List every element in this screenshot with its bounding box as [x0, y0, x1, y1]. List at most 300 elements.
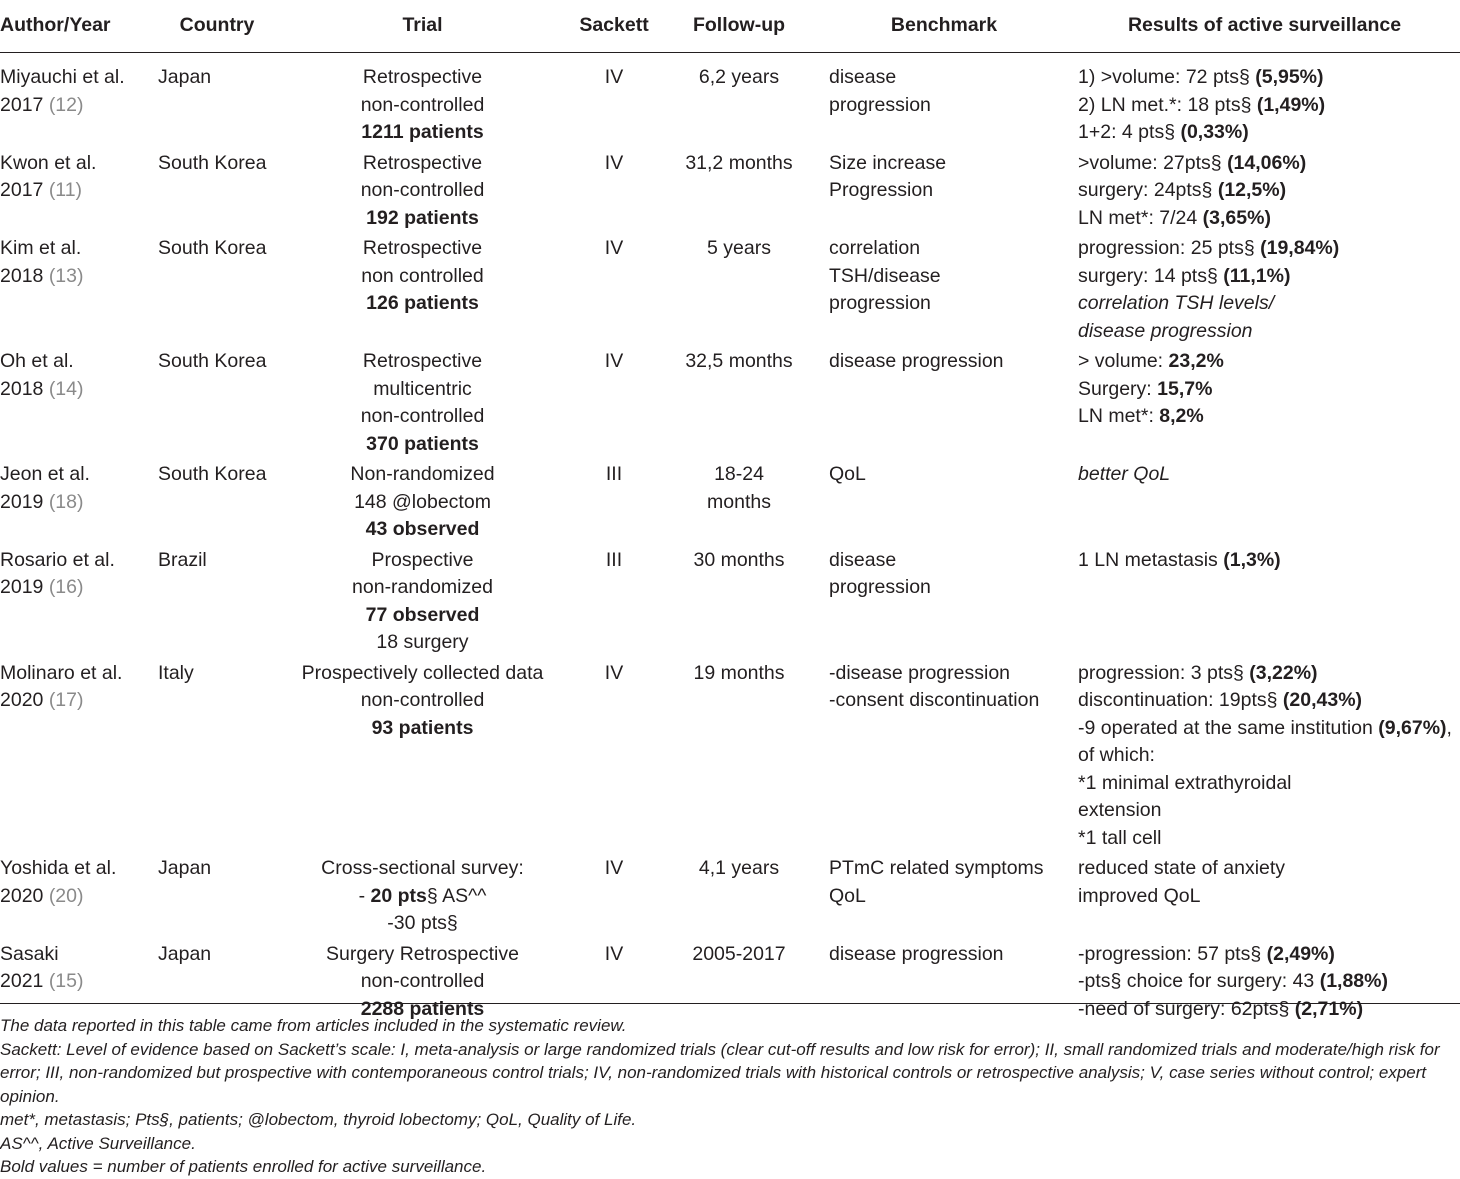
cell-benchmark: [819, 458, 1069, 544]
text-segment: -: [358, 884, 371, 907]
cell-author: [0, 938, 158, 1024]
bottom-rule: [0, 1003, 1460, 1004]
trial-line: [276, 629, 569, 657]
text-segment: >volume: 27pts§: [1078, 151, 1228, 174]
follow-up-line: 5 years: [707, 237, 771, 259]
cell-sackett: [569, 852, 659, 938]
result-line: [1078, 376, 1460, 404]
cell-follow-up: [659, 232, 819, 345]
cell-country: [158, 657, 276, 853]
reference-number: (13): [48, 264, 84, 287]
text-segment: improved QoL: [1078, 884, 1201, 907]
cell-follow-up: [659, 938, 819, 1024]
benchmark-line: Progression: [829, 179, 934, 201]
follow-up-line: 31,2 months: [685, 151, 793, 174]
cell-results: [1069, 232, 1460, 345]
benchmark-line: disease: [829, 548, 897, 571]
table-row: [0, 53, 1460, 147]
result-line: [1078, 742, 1460, 770]
cell-country: [158, 458, 276, 544]
text-segment: progression: 3 pts§: [1078, 661, 1250, 684]
cell-results: [1069, 458, 1460, 544]
result-line: [1078, 855, 1460, 883]
trial-line: [276, 235, 569, 263]
header-sackett: Sackett: [569, 0, 659, 53]
trial-line: [276, 403, 569, 431]
follow-up-line: 6,2 years: [698, 66, 780, 88]
cell-follow-up: [659, 458, 819, 544]
follow-up-line: 32,5 months: [685, 350, 793, 372]
text-segment: non-controlled: [360, 93, 485, 116]
country-text: Japan: [158, 857, 212, 879]
result-line: [1078, 941, 1460, 969]
trial-line: [276, 855, 569, 883]
bold-value: (11,1%): [1223, 264, 1291, 287]
reference-number: (16): [48, 576, 84, 598]
cell-sackett: [569, 657, 659, 853]
note-abbreviations: met*, metastasis; Pts§, patients; @lobectom, thyroid lobectomy; QoL, Quality of Life.: [0, 1110, 637, 1129]
trial-line: [276, 431, 569, 459]
cell-author: [0, 852, 158, 938]
cell-author: [0, 544, 158, 657]
text-segment: > volume:: [1078, 350, 1169, 372]
author-line: [0, 461, 158, 489]
cell-results: [1069, 53, 1460, 147]
result-line: [1078, 547, 1460, 575]
sackett-level: III: [605, 548, 623, 571]
cell-trial: [276, 458, 569, 544]
cell-trial: [276, 852, 569, 938]
bold-value: 93 patients: [371, 716, 474, 739]
country-text: South Korea: [158, 350, 267, 372]
result-line: [1078, 461, 1460, 489]
text-segment: Kwon et al.: [0, 151, 97, 174]
author-line: [0, 547, 158, 575]
text-segment: Yoshida et al.: [0, 857, 117, 879]
benchmark-line: -consent discontinuation: [829, 689, 1040, 711]
trial-line: [276, 376, 569, 404]
text-segment: surgery: 24pts§: [1078, 179, 1218, 201]
text-segment: *1 tall cell: [1078, 826, 1162, 849]
benchmark-line: disease: [829, 66, 897, 88]
trial-line: [276, 602, 569, 630]
cell-benchmark: [819, 345, 1069, 458]
table-row: [0, 458, 1460, 544]
text-segment: LN met*:: [1078, 405, 1160, 427]
author-line: [0, 574, 158, 602]
text-segment: non-controlled: [360, 405, 485, 427]
cell-results: [1069, 657, 1460, 853]
author-line: [0, 376, 158, 404]
country-text: Japan: [158, 66, 212, 88]
cell-trial: [276, 938, 569, 1024]
text-segment: 2) LN met.*: 18 pts§: [1078, 93, 1257, 116]
trial-line: [276, 941, 569, 969]
text-segment: surgery: 14 pts§: [1078, 264, 1224, 287]
text-segment: non-controlled: [360, 689, 485, 711]
note-active-surveillance: AS^^, Active Surveillance.: [0, 1133, 196, 1153]
cell-follow-up: [659, 345, 819, 458]
text-segment: 2020: [0, 689, 49, 711]
cell-country: [158, 852, 276, 938]
table-row: [0, 232, 1460, 345]
cell-country: [158, 345, 276, 458]
bold-value: 192 patients: [366, 206, 479, 229]
cell-author: [0, 147, 158, 233]
sackett-level: IV: [604, 237, 624, 259]
trial-line: [276, 119, 569, 147]
result-line: [1078, 177, 1460, 205]
text-segment: Prospective: [371, 548, 474, 571]
bold-value: (19,84%): [1260, 237, 1340, 259]
trial-line: [276, 177, 569, 205]
text-segment: 1) >volume: 72 pts§: [1078, 66, 1256, 88]
text-segment: better QoL: [1078, 463, 1171, 485]
cell-country: [158, 938, 276, 1024]
bold-value: 77 observed: [365, 603, 480, 626]
bold-value: (2,49%): [1266, 942, 1335, 965]
text-segment: 148 @lobectom: [354, 490, 491, 513]
cell-results: [1069, 147, 1460, 233]
country-text: Brazil: [158, 548, 207, 571]
text-segment: Prospectively collected data: [301, 661, 544, 684]
follow-up-line: 19 months: [693, 661, 785, 684]
text-segment: multicentric: [373, 377, 472, 400]
cell-sackett: [569, 544, 659, 657]
text-segment: non controlled: [361, 264, 484, 287]
bold-value: (1,3%): [1223, 548, 1281, 571]
text-segment: 2019: [0, 576, 49, 598]
cell-sackett: [569, 938, 659, 1024]
bold-value: 23,2%: [1168, 350, 1224, 372]
result-line: [1078, 64, 1460, 92]
bold-value: (5,95%): [1255, 66, 1324, 88]
trial-line: [276, 348, 569, 376]
text-segment: disease progression: [1078, 319, 1253, 342]
text-segment: non-controlled: [360, 179, 485, 201]
result-line: [1078, 403, 1460, 431]
benchmark-line: Size increase: [829, 151, 947, 174]
text-segment: progression: 25 pts§: [1078, 237, 1261, 259]
table-row: [0, 852, 1460, 938]
cell-results: [1069, 544, 1460, 657]
trial-line: [276, 461, 569, 489]
sackett-level: III: [605, 463, 623, 485]
result-line: [1078, 825, 1460, 853]
cell-sackett: [569, 232, 659, 345]
result-line: [1078, 687, 1460, 715]
bold-value: (0,33%): [1180, 121, 1249, 143]
cell-trial: [276, 544, 569, 657]
author-line: [0, 855, 158, 883]
cell-sackett: [569, 458, 659, 544]
text-segment: extension: [1078, 799, 1162, 821]
text-segment: -30 pts§: [387, 912, 458, 934]
text-segment: reduced state of anxiety: [1078, 857, 1286, 879]
sackett-level: IV: [604, 350, 624, 372]
trial-line: [276, 290, 569, 318]
cell-trial: [276, 232, 569, 345]
follow-up-line: 2005-2017: [692, 942, 786, 965]
result-line: [1078, 205, 1460, 233]
header-benchmark: Benchmark: [819, 0, 1069, 53]
result-line: [1078, 660, 1460, 688]
bold-value: (12,5%): [1217, 179, 1287, 201]
text-segment: Retrospective: [362, 237, 483, 259]
cell-country: [158, 53, 276, 147]
cell-author: [0, 232, 158, 345]
reference-number: (11): [48, 179, 83, 201]
trial-line: [276, 516, 569, 544]
header-author: Author/Year: [0, 0, 158, 53]
author-line: [0, 348, 158, 376]
result-line: [1078, 770, 1460, 798]
country-text: South Korea: [158, 463, 267, 485]
header-row: [0, 0, 1460, 53]
result-line: [1078, 797, 1460, 825]
benchmark-line: TSH/disease: [829, 264, 941, 287]
trial-line: [276, 263, 569, 291]
author-line: [0, 883, 158, 911]
result-line: [1078, 263, 1460, 291]
bold-value: 20 pts: [370, 884, 427, 907]
header-trial: Trial: [276, 0, 569, 53]
trial-line: [276, 968, 569, 996]
text-segment: 2019: [0, 490, 49, 513]
text-segment: Retrospective: [362, 66, 483, 88]
author-line: [0, 968, 158, 996]
text-segment: LN met*: 7/24: [1078, 206, 1203, 229]
bold-value: (20,43%): [1282, 689, 1363, 711]
trial-line: [276, 715, 569, 743]
bold-value: (14,06%): [1227, 151, 1307, 174]
cell-trial: [276, 345, 569, 458]
cell-follow-up: [659, 657, 819, 853]
text-segment: ,: [1446, 716, 1452, 739]
result-line: [1078, 883, 1460, 911]
author-line: [0, 64, 158, 92]
bold-value: (3,65%): [1202, 206, 1271, 229]
text-segment: 18 surgery: [376, 631, 469, 653]
note-sackett: Sackett: Level of evidence based on Sackett’s scale: I, meta-analysis or large randomized trials (clear cut-off results and low risk for error); II, small randomized trials and moderate/high risk for error; III, non-randomized but prospective with contemporaneous control trials; IV, non-randomized trials with historical controls or retrospective analysis; V, case series without control; expert opinion.: [0, 1039, 1440, 1106]
result-line: [1078, 150, 1460, 178]
text-segment: Surgery Retrospective: [326, 942, 519, 965]
follow-up-line: 4,1 years: [698, 857, 780, 879]
author-line: [0, 150, 158, 178]
cell-benchmark: [819, 657, 1069, 853]
benchmark-line: QoL: [829, 463, 866, 485]
cell-sackett: [569, 345, 659, 458]
table-row: [0, 938, 1460, 1024]
cell-follow-up: [659, 544, 819, 657]
cell-benchmark: [819, 938, 1069, 1024]
sackett-level: IV: [604, 942, 624, 965]
cell-sackett: [569, 147, 659, 233]
cell-follow-up: [659, 147, 819, 233]
text-segment: Cross-sectional survey:: [321, 857, 524, 879]
trial-line: [276, 687, 569, 715]
text-segment: -pts§ choice for surgery: 43: [1078, 970, 1320, 992]
author-line: [0, 687, 158, 715]
trial-line: [276, 205, 569, 233]
reference-number: (17): [48, 689, 84, 711]
benchmark-line: progression: [829, 93, 931, 116]
note-source: The data reported in this table came from articles included in the systematic review.: [0, 1016, 627, 1035]
text-segment: 2018: [0, 377, 49, 400]
result-line: [1078, 348, 1460, 376]
author-line: [0, 489, 158, 517]
cell-trial: [276, 657, 569, 853]
cell-results: [1069, 852, 1460, 938]
cell-author: [0, 458, 158, 544]
trial-line: [276, 910, 569, 938]
text-segment: correlation TSH levels/: [1078, 292, 1275, 314]
text-segment: 2017: [0, 179, 49, 201]
text-segment: non-controlled: [360, 970, 485, 992]
header-country: Country: [158, 0, 276, 53]
bold-value: (2,71%): [1294, 997, 1364, 1020]
follow-up-line: 18-24: [714, 463, 764, 485]
text-segment: Miyauchi et al.: [0, 66, 125, 88]
cell-country: [158, 544, 276, 657]
bold-value: (1,88%): [1319, 970, 1388, 992]
text-segment: Non-randomized: [350, 463, 495, 485]
table-notes: [0, 1014, 1460, 1179]
cell-results: [1069, 345, 1460, 458]
author-line: [0, 92, 158, 120]
table-row: [0, 544, 1460, 657]
text-segment: 2021: [0, 970, 49, 992]
text-segment: -progression: 57 pts§: [1078, 942, 1267, 965]
author-line: [0, 660, 158, 688]
cell-author: [0, 657, 158, 853]
country-text: South Korea: [158, 151, 267, 174]
country-text: Japan: [158, 942, 212, 965]
benchmark-line: disease progression: [829, 350, 1004, 372]
trial-line: [276, 883, 569, 911]
cell-trial: [276, 53, 569, 147]
text-segment: Surgery:: [1078, 377, 1158, 400]
text-segment: Sasaki: [0, 942, 59, 965]
cell-benchmark: [819, 232, 1069, 345]
result-line: [1078, 290, 1460, 318]
text-segment: *1 minimal extrathyroidal: [1078, 771, 1292, 794]
sackett-level: IV: [604, 661, 624, 684]
reference-number: (18): [48, 490, 84, 513]
text-segment: § AS^^: [426, 884, 487, 907]
reference-number: (20): [48, 884, 84, 907]
trial-line: [276, 92, 569, 120]
text-segment: Kim et al.: [0, 237, 82, 259]
text-segment: 2017: [0, 93, 49, 116]
follow-up-line: months: [707, 490, 771, 513]
cell-country: [158, 147, 276, 233]
header-results: Results of active surveillance: [1069, 0, 1460, 53]
result-line: [1078, 715, 1460, 743]
bold-value: 370 patients: [366, 432, 479, 455]
cell-trial: [276, 147, 569, 233]
bold-value: 2288 patients: [360, 997, 485, 1020]
cell-sackett: [569, 53, 659, 147]
text-segment: discontinuation: 19pts§: [1078, 689, 1283, 711]
bold-value: (1,49%): [1256, 93, 1326, 116]
benchmark-line: progression: [829, 576, 931, 598]
bold-value: (9,67%): [1378, 716, 1447, 739]
note-bold-values: Bold values = number of patients enrolled for active surveillance.: [0, 1157, 487, 1176]
table-row: [0, 147, 1460, 233]
text-segment: 2018: [0, 264, 49, 287]
author-line: [0, 235, 158, 263]
result-line: [1078, 92, 1460, 120]
result-line: [1078, 318, 1460, 346]
cell-country: [158, 232, 276, 345]
reference-number: (12): [48, 93, 84, 116]
text-segment: -need of surgery: 62pts§: [1078, 997, 1295, 1020]
bold-value: 15,7%: [1157, 377, 1213, 400]
reference-number: (14): [48, 377, 84, 400]
cell-benchmark: [819, 147, 1069, 233]
text-segment: -9 operated at the same institution: [1078, 716, 1379, 739]
text-segment: non-randomized: [352, 576, 493, 598]
country-text: South Korea: [158, 237, 267, 259]
trial-line: [276, 150, 569, 178]
text-segment: Molinaro et al.: [0, 661, 123, 684]
result-line: [1078, 119, 1460, 147]
text-segment: Rosario et al.: [0, 548, 115, 571]
bold-value: (3,22%): [1249, 661, 1318, 684]
sackett-level: IV: [604, 151, 624, 174]
benchmark-line: correlation: [829, 237, 921, 259]
author-line: [0, 941, 158, 969]
text-segment: Retrospective: [362, 350, 483, 372]
reference-number: (15): [48, 970, 84, 992]
bold-value: 1211 patients: [361, 121, 484, 143]
text-segment: Oh et al.: [0, 350, 74, 372]
cell-benchmark: [819, 53, 1069, 147]
text-segment: 1+2: 4 pts§: [1078, 121, 1181, 143]
bold-value: 126 patients: [366, 292, 479, 314]
benchmark-line: -disease progression: [829, 661, 1011, 684]
benchmark-line: progression: [829, 292, 931, 314]
text-segment: Jeon et al.: [0, 463, 90, 485]
result-line: [1078, 968, 1460, 996]
benchmark-line: disease progression: [829, 942, 1004, 965]
trial-line: [276, 489, 569, 517]
benchmark-line: QoL: [829, 884, 866, 907]
trial-line: [276, 660, 569, 688]
text-segment: 1 LN metastasis: [1078, 548, 1224, 571]
cell-author: [0, 345, 158, 458]
text-segment: of which:: [1078, 744, 1155, 766]
trial-line: [276, 574, 569, 602]
text-segment: Retrospective: [362, 151, 483, 174]
trial-line: [276, 64, 569, 92]
cell-follow-up: [659, 53, 819, 147]
cell-author: [0, 53, 158, 147]
benchmark-line: PTmC related symptoms: [829, 857, 1044, 879]
header-follow-up: Follow-up: [659, 0, 819, 53]
table-body: [0, 53, 1460, 1024]
cell-results: [1069, 938, 1460, 1024]
cell-benchmark: [819, 852, 1069, 938]
bold-value: 8,2%: [1159, 405, 1204, 427]
author-line: [0, 177, 158, 205]
follow-up-line: 30 months: [693, 548, 785, 571]
sackett-level: IV: [604, 857, 624, 879]
author-line: [0, 263, 158, 291]
cell-benchmark: [819, 544, 1069, 657]
result-line: [1078, 235, 1460, 263]
